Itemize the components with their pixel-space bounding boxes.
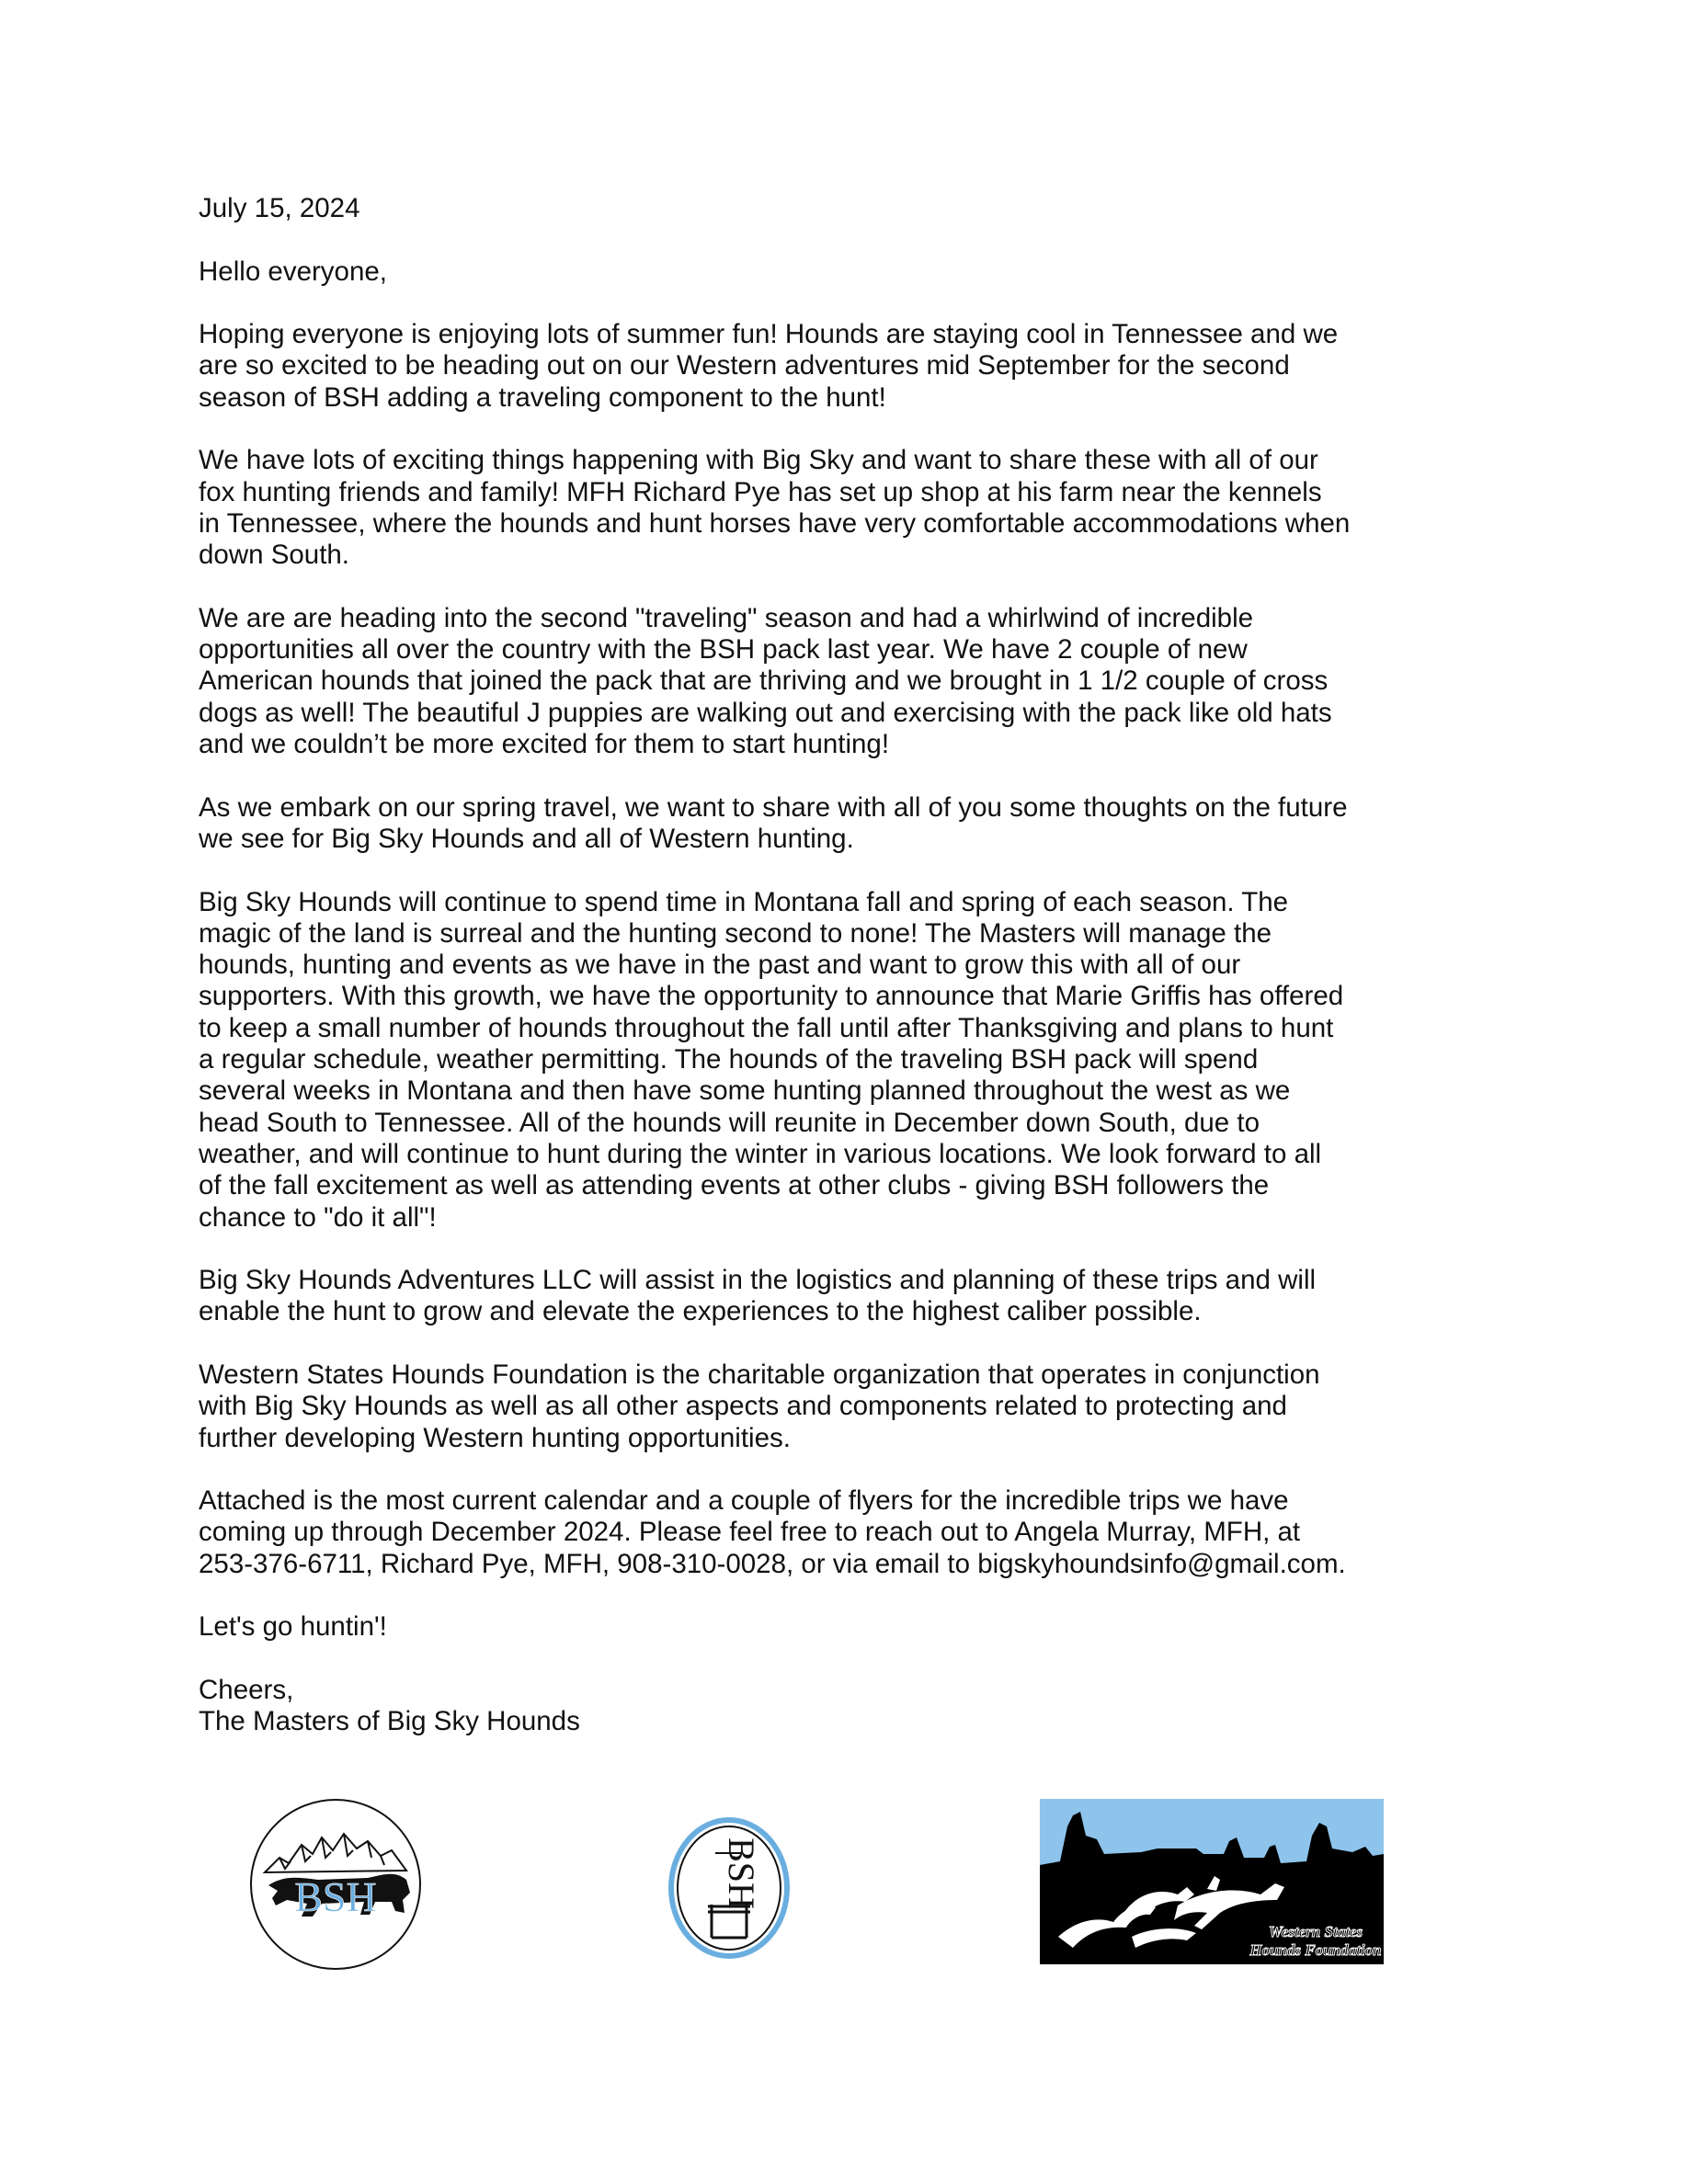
paragraph-exciting-things: We have lots of exciting things happening with Big Sky and want to share these with all of our fox hunting friends and family! MFH Richard Pye has set up shop at his farm near the kennels in Tennessee, where the hounds and hunt horses have very comfortable accommodations when down South.: [199, 445, 1351, 571]
letter-signature: The Masters of Big Sky Hounds: [199, 1706, 580, 1737]
bsh-round-logo: [248, 1797, 423, 1972]
wshf-logo: [1040, 1799, 1384, 1964]
paragraph-adventures-llc: Big Sky Hounds Adventures LLC will assist in the logistics and planning of these trips and will enable the hunt to grow and elevate the experiences to the highest caliber possible.: [199, 1265, 1317, 1327]
wshf-logo-line2: Hounds Foundation: [1249, 1941, 1382, 1959]
letter-closing: Cheers,: [199, 1674, 294, 1705]
letter-date: July 15, 2024: [199, 193, 360, 223]
wshf-logo-graphic: [1040, 1799, 1384, 1964]
bsh-monogram-logo: [667, 1816, 791, 1960]
bsh-monogram-graphic: [667, 1816, 791, 1960]
bsh-round-logo-graphic: [248, 1797, 423, 1972]
letter-body: [199, 193, 1495, 1738]
paragraph-montana: Big Sky Hounds will continue to spend time in Montana fall and spring of each season. The magic of the land is surreal and the hunting second to none! The Masters will manage the hounds, hunting and events as we have in the past and want to grow this with all of our supporters. With this growth, we have the opportunity to announce that Marie Griffis has offered to keep a small number of hounds throughout the fall until after Thanksgiving and plans to hunt a regular schedule, weather permitting. The hounds of the traveling BSH pack will spend several weeks in Montana and then have some hunting planned throughout the west as we head South to Tennessee. All of the hounds will reunite in December down South, due to weather, and will continue to hunt during the winter in various locations. We look forward to all of the fall excitement as well as attending events at other clubs - giving BSH followers the chance to "do it all"!: [199, 886, 1344, 1233]
paragraph-summer: Hoping everyone is enjoying lots of summer fun! Hounds are staying cool in Tennessee and we are so excited to be heading out on our Western adventures mid September for the second season of BSH adding a traveling component to the hunt!: [199, 319, 1339, 413]
paragraph-foundation: Western States Hounds Foundation is the charitable organization that operates in conjunction with Big Sky Hounds as well as all other aspects and components related to protecting and further developing Western hunting opportunities.: [199, 1359, 1320, 1453]
paragraph-spring-travel: As we embark on our spring travel, we want to share with all of you some thoughts on the future we see for Big Sky Hounds and all of Western hunting.: [199, 791, 1348, 854]
paragraph-contact: Attached is the most current calendar and a couple of flyers for the incredible trips we have coming up through December 2024. Please feel free to reach out to Angela Murray, MFH, at 253-376-6711, Richard Pye, MFH, 908-310-0028, or via email to bigskyhoundsinfo@gmail.com.: [199, 1485, 1346, 1579]
bsh-monogram-text: BSH: [721, 1837, 762, 1909]
paragraph-lets-go: Let's go huntin'!: [199, 1611, 387, 1643]
bsh-round-logo-text: BSH: [294, 1873, 377, 1920]
wshf-logo-line1: Western States: [1268, 1923, 1363, 1940]
letter-greeting: Hello everyone,: [199, 256, 387, 287]
paragraph-second-season: We are are heading into the second "traveling" season and had a whirlwind of incredible opportunities all over the country with the BSH pack last year. We have 2 couple of new American hounds that joined the pack that are thriving and we brought in 1 1/2 couple of cross dogs as well! The beautiful J puppies are walking out and exercising with the pack like old hats and we couldn’t be more excited for them to start hunting!: [199, 602, 1332, 760]
